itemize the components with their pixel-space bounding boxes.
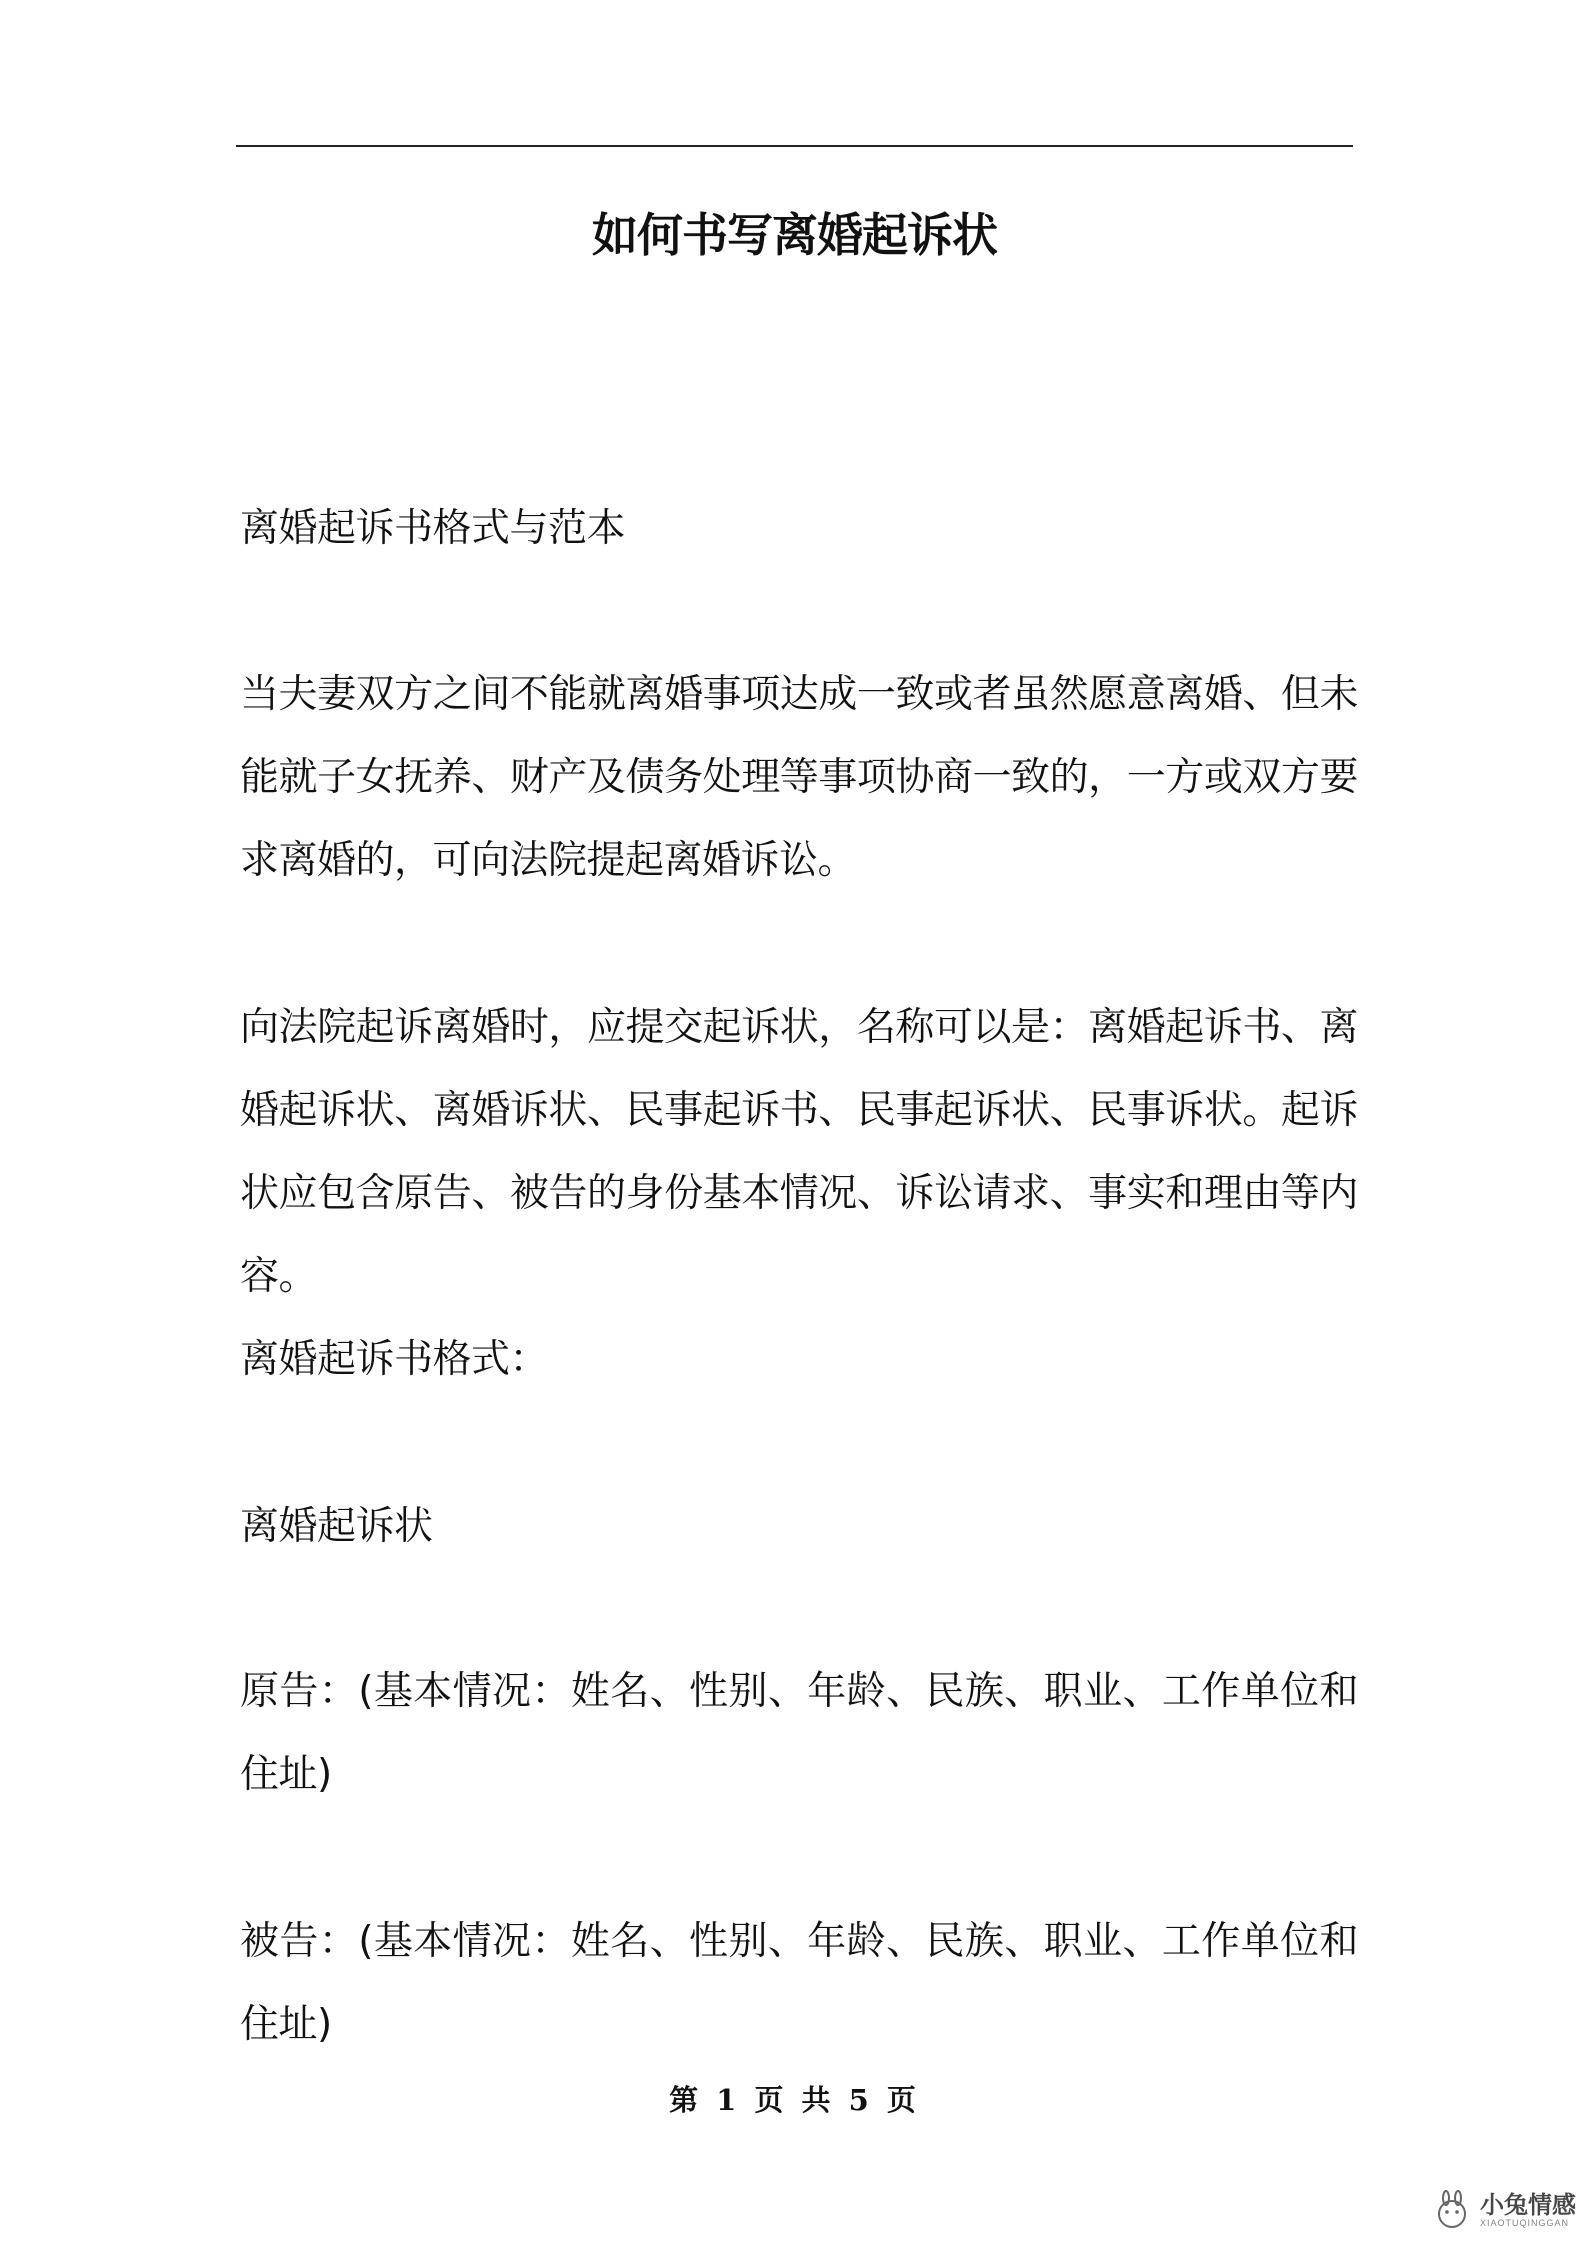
paragraph-defendant: 被告：(基本情况：姓名、性别、年龄、民族、职业、工作单位和住址) (240, 1919, 1358, 2047)
paragraph-template-title: 离婚起诉状 (240, 1504, 433, 1549)
paragraph-format-heading: 离婚起诉书格式： (240, 1337, 549, 1382)
document-title: 如何书写离婚起诉状 (592, 208, 997, 262)
paragraph-subtitle: 离婚起诉书格式与范本 (240, 506, 626, 551)
paragraph-requirements: 向法院起诉离婚时，应提交起诉状，名称可以是：离婚起诉书、离婚起诉状、离婚诉状、民事起诉书、民事起诉状、民事诉状。起诉状应包含原告、被告的身份基本情况、诉讼请求、事实和理由等内容。 (240, 1005, 1358, 1299)
rabbit-logo-icon (1432, 2190, 1472, 2230)
watermark-subtext: XIAOTUQINGGAN (1480, 2217, 1570, 2228)
watermark-text: 小兔情感 (1480, 2189, 1576, 2219)
paragraph-plaintiff: 原告：(基本情况：姓名、性别、年龄、民族、职业、工作单位和住址) (240, 1669, 1358, 1797)
page-number-footer: 第 1 页 共 5 页 (669, 2083, 920, 2117)
paragraph-intro: 当夫妻双方之间不能就离婚事项达成一致或者虽然愿意离婚、但未能就子女抚养、财产及债务处理等事项协商一致的，一方或双方要求离婚的，可向法院提起离婚诉讼。 (240, 672, 1358, 883)
header-rule (236, 145, 1353, 147)
site-watermark (1432, 2190, 1576, 2230)
